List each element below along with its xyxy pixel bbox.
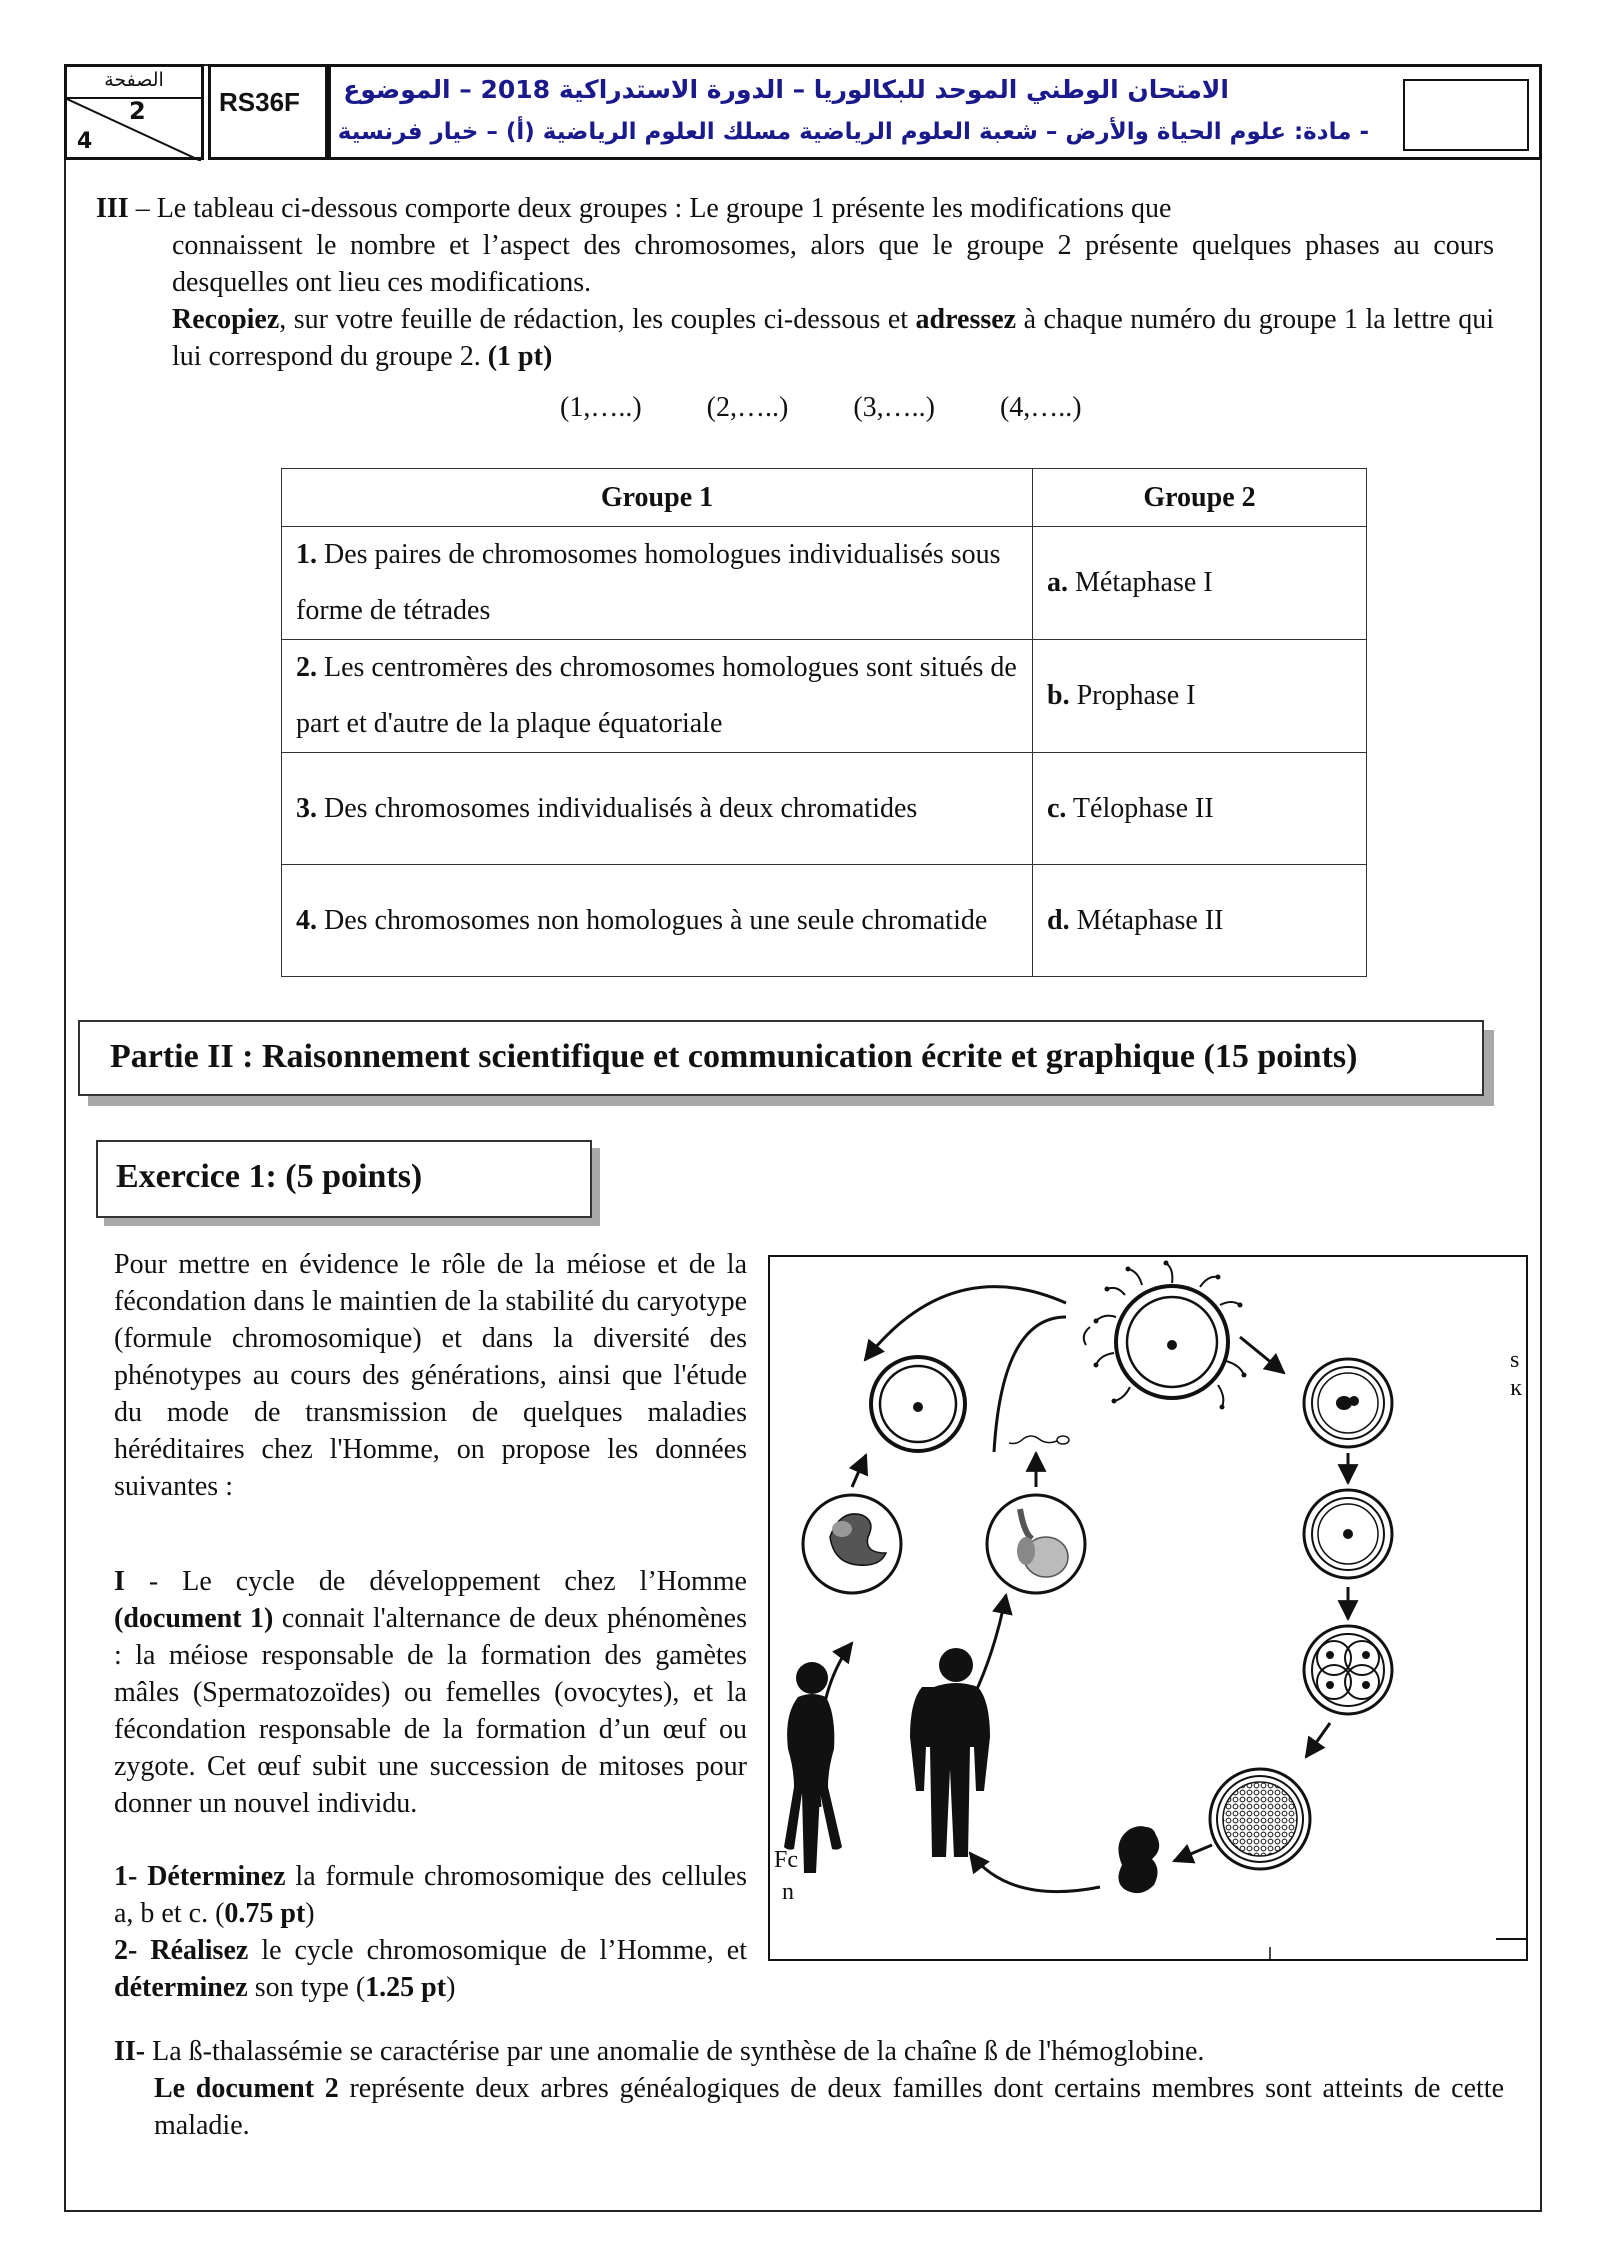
table-row: 2. Les centromères des chromosomes homologues sont situés de part et d'autre de la plaque équatoriale b. Prophase I [282, 640, 1367, 753]
page-number-box [64, 64, 204, 160]
answer-pairs [560, 392, 1140, 424]
ovocyte-icon [871, 1357, 965, 1451]
egg-cell-icon [1304, 1490, 1392, 1578]
section-3-number: III [96, 193, 129, 224]
pair-4: (4,…..) [999, 392, 1082, 423]
exam-code-box [208, 64, 328, 160]
cleavage-icon [1304, 1626, 1392, 1714]
question-1: 1- Déterminez la formule chromosomique des cellules a, b et c. (0.75 pt) [114, 1861, 747, 1929]
woman-silhouette-icon [784, 1662, 842, 1873]
partie-2-title: Partie II : Raisonnement scientifique et communication écrite et graphique (15 points) [110, 1038, 1358, 1075]
partie-2-heading [78, 1020, 1484, 1096]
table-header-groupe1: Groupe 1 [282, 469, 1033, 527]
clipped-label-s: s [1510, 1347, 1520, 1373]
exam-code: RS36F [219, 87, 300, 117]
exercise-intro: Pour mettre en évidence le rôle de la méiose et de la fécondation dans le maintien de la stabilité du caryotype (formule chromosomique) et dans la diversité des phénotypes au cours des générations, ainsi que l'étude du mode de transmission de quelques maladies héréditaires chez l'Homme, on propose les données suivantes : [114, 1249, 747, 1502]
exercise-1-title: Exercice 1: (5 points) [116, 1158, 423, 1195]
morula-icon [1210, 1769, 1310, 1869]
table-header-row [282, 469, 1367, 527]
groups-table [281, 468, 1367, 977]
embryo-icon [1118, 1826, 1159, 1893]
exam-title-box [328, 64, 1542, 160]
table-header-groupe2: Groupe 2 [1033, 469, 1367, 527]
question-2: 2- Réalisez le cycle chromosomique de l’Homme, et déterminez son type (1.25 pt) [114, 1935, 747, 2003]
spermatozoon-icon [1009, 1436, 1069, 1444]
life-cycle-figure [768, 1255, 1528, 1961]
exercise-1-heading [96, 1140, 592, 1218]
zygote-icon [1304, 1359, 1392, 1447]
table-row: 1. Des paires de chromosomes homologues individualisés sous forme de tétrades a. Métaphase I [282, 527, 1367, 640]
testis-icon [987, 1495, 1085, 1593]
exam-title-line1: الامتحان الوطني الموحد للبكالوريا – الدورة الاستدراكية 2018 – الموضوع [343, 75, 1229, 104]
page-number: 2 [129, 97, 146, 125]
page-label: الصفحة [104, 69, 164, 91]
section-2-text: II- La ß-thalassémie se caractérise par une anomalie de synthèse de la chaîne ß de l'hémoglobine. Le document 2 représente deux arbres généalogiques de deux familles dont certains membres sont atteints de cette maladie. [114, 2036, 1505, 2141]
exam-title-line2: - مادة: علوم الحياة والأرض – شعبة العلوم الرياضية مسلك العلوم الرياضية (أ) – خيار فرنسية [337, 119, 1369, 145]
pair-2: (2,…..) [706, 392, 789, 423]
clipped-label-n: n [782, 1879, 794, 1905]
total-pages: 4 [77, 129, 93, 154]
clipped-label-fc: Fc [774, 1847, 798, 1873]
part-1-text: I - Le cycle de développement chez l’Homme (document 1) connait l'alternance de deux phénomènes : la méiose responsable de la formation des gamètes mâles (Spermatozoïdes) ou femelles (ovocytes), et la fécondation responsable de la formation d’un œuf ou zygote. Cet œuf subit une succession de mitoses pour donner un nouvel individu. [114, 1566, 748, 1819]
pair-1: (1,…..) [560, 392, 642, 423]
clipped-label-x: ĸ [1510, 1375, 1522, 1401]
pair-3: (3,…..) [853, 392, 935, 423]
life-cycle-diagram [770, 1257, 1526, 1959]
egg-with-sperm-icon [1084, 1261, 1247, 1410]
table-row: 3. Des chromosomes individualisés à deux chromatides c. Télophase II [282, 753, 1367, 865]
man-silhouette-icon [910, 1648, 990, 1857]
ovary-icon [803, 1495, 901, 1593]
table-row: 4. Des chromosomes non homologues à une seule chromatide d. Métaphase II [282, 865, 1367, 977]
blank-box [1403, 79, 1529, 151]
section-3-text: III – Le tableau ci-dessous comporte deux groupes : Le groupe 1 présente les modifications que connaissent le nombre et l’aspect des chromosomes, alors que le groupe 2 présente quelques phases au cours desquelles ont lieu ces modifications. Recopiez, sur votre feuille de rédaction, les couples ci-dessous et adressez à chaque numéro du groupe 1 la lettre qui lui correspond du groupe 2. (1 pt) [96, 193, 1494, 372]
